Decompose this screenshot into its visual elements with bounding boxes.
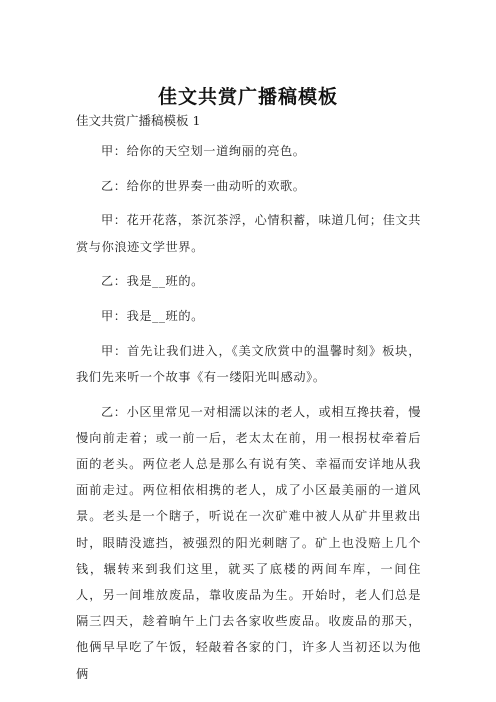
paragraph: 乙：给你的世界奏一曲动听的欢歌。 [101, 178, 306, 193]
document-subtitle: 佳文共赏广播稿模板 1 [76, 113, 201, 128]
document-title: 佳文共赏广播稿模板 [157, 86, 338, 108]
paragraph: 甲：花开花落，茶沉茶浮，心情积蓄，味道几何；佳文共赏与你浪迹文学世界。 [76, 213, 421, 254]
paragraph: 甲：我是__班的。 [101, 309, 204, 324]
paragraph: 乙：我是__班的。 [101, 274, 204, 289]
paragraph: 甲：首先让我们进入，《美文欣赏中的温馨时刻》板块，我们先来听一个故事《有一缕阳光叫感动》。 [76, 343, 421, 384]
paragraph: 甲：给你的天空划一道绚丽的亮色。 [101, 144, 306, 158]
paragraph: 乙：小区里常见一对相濡以沫的老人，或相互搀扶着，慢慢向前走着；或一前一后，老太太在前，用一根拐杖牵着后面的老头。两位老人总是那么有说有笑、幸福而安详地从我面前走过。两位相依相携的老人，成了小区最美丽的一道风景。老头是一个瞎子，听说在一次矿难中被人从矿井里救出时，眼睛没遮挡，被强烈的阳光刺瞎了。矿上也没赔上几个钱，辗转来到我们这里，就买了底楼的两间车库，一间住人，另一间堆放废品，靠收废品为生。开始时，老人们总是隔三四天，趁着晌午上门去各家收些废品。收废品的那天，他俩早早吃了午饭，轻敲着各家的门，许多人当初还以为他俩 [76, 404, 421, 681]
document-body [76, 138, 421, 695]
